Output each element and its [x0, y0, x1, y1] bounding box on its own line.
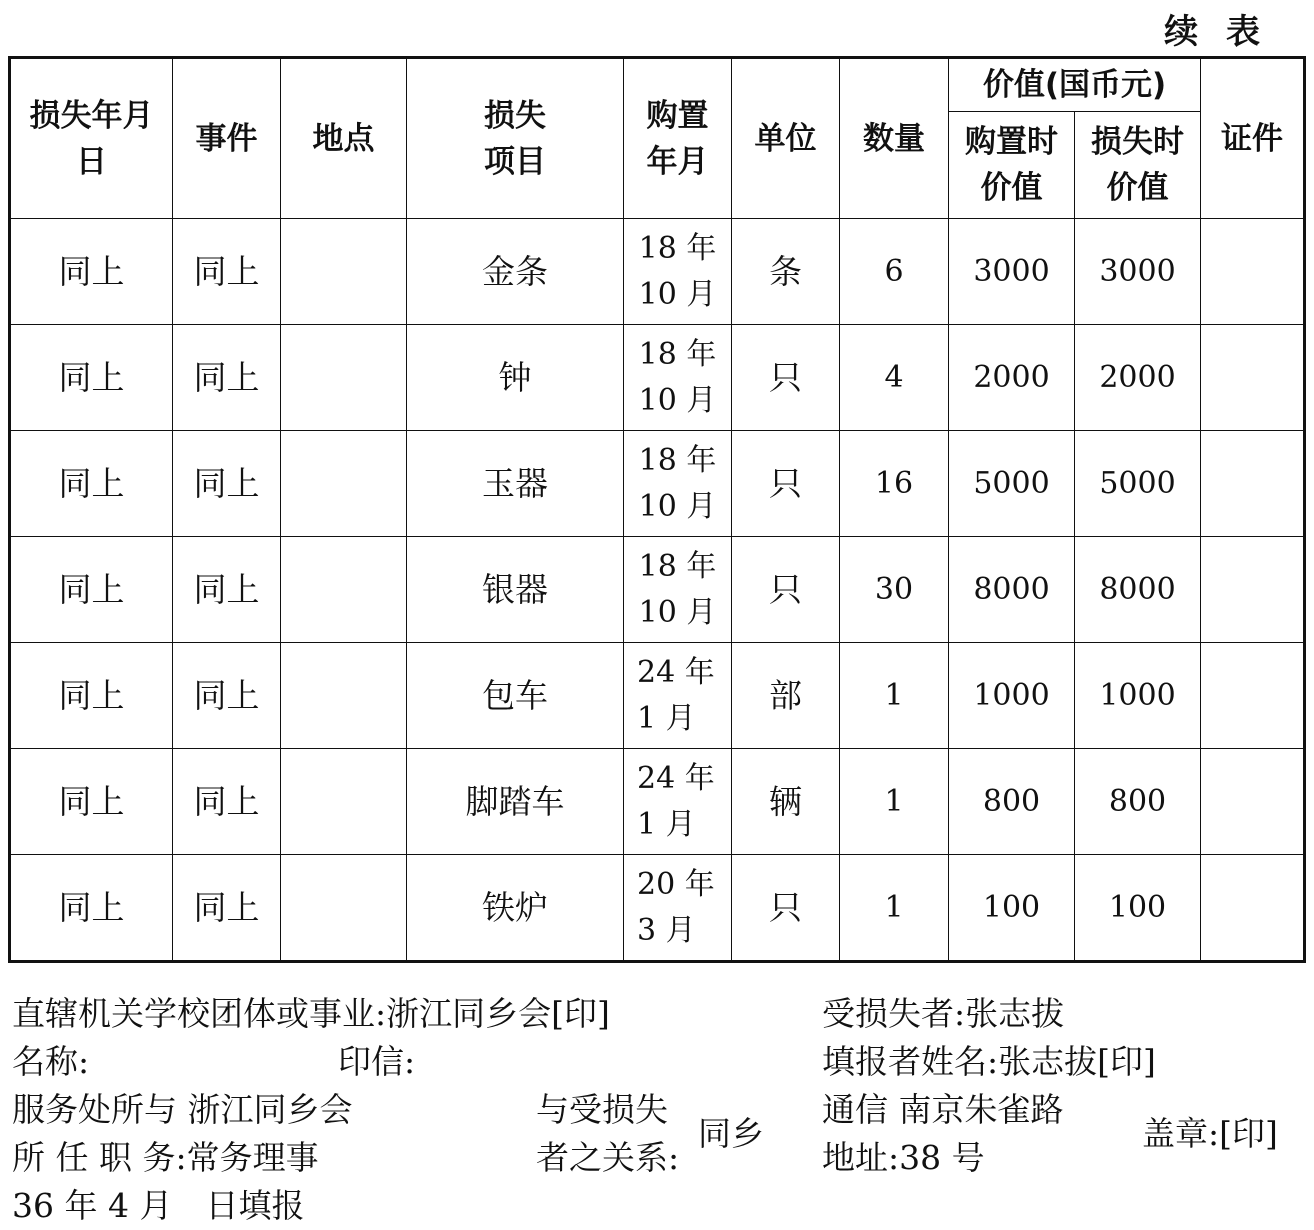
cell-purchase-date-text: 18 年 10 月 — [638, 442, 717, 524]
header-value-at-purchase — [949, 112, 1075, 219]
cell-date: 同上 — [10, 643, 173, 749]
cell-quantity: 1 — [840, 749, 949, 855]
cell-place — [281, 325, 407, 431]
cell-purchase-date — [624, 219, 732, 325]
cell-item: 包车 — [407, 643, 624, 749]
cell-value-at-loss: 800 — [1075, 749, 1201, 855]
cell-event: 同上 — [173, 855, 281, 962]
cell-certificate — [1201, 537, 1305, 643]
cell-value-at-loss: 2000 — [1075, 325, 1201, 431]
cell-purchase-date — [624, 749, 732, 855]
cell-value-at-purchase: 100 — [949, 855, 1075, 962]
cell-quantity: 1 — [840, 855, 949, 962]
cell-value-at-purchase: 800 — [949, 749, 1075, 855]
cell-purchase-date-text: 20 年 3 月 — [637, 866, 715, 948]
header-event: 事件 — [173, 58, 281, 219]
cell-unit: 辆 — [732, 749, 840, 855]
header-date — [10, 58, 173, 219]
footer-relation-line1: 与受损失 — [536, 1090, 668, 1129]
footer-org-line1: 直辖机关学校团体或事业:浙江同乡会[印] — [12, 994, 610, 1033]
header-value-at-loss-text: 损失时价值 — [1091, 124, 1184, 206]
cell-certificate — [1201, 855, 1305, 962]
footer-service-line2: 所 任 职 务:常务理事 — [12, 1138, 319, 1177]
footer-relation-value: 同乡 — [698, 1114, 764, 1153]
cell-purchase-date-text: 24 年 1 月 — [637, 654, 715, 736]
table-row — [10, 749, 1305, 855]
cell-purchase-date — [624, 537, 732, 643]
header-value-group: 价值(国币元) — [949, 58, 1201, 112]
footer-org-line2: 名称: — [12, 1042, 90, 1081]
header-place: 地点 — [281, 58, 407, 219]
cell-purchase-date — [624, 643, 732, 749]
cell-unit: 条 — [732, 219, 840, 325]
table-row — [10, 537, 1305, 643]
cell-event: 同上 — [173, 643, 281, 749]
header-purchase-date-text: 购置年月 — [646, 97, 709, 180]
cell-purchase-date — [624, 325, 732, 431]
footer-relation-line2: 者之关系: — [536, 1138, 680, 1177]
cell-event: 同上 — [173, 537, 281, 643]
header-item-text: 损失项目 — [484, 97, 546, 180]
header-date-text: 损失年月日 — [29, 97, 154, 180]
header-value-at-loss — [1075, 112, 1201, 219]
cell-quantity: 30 — [840, 537, 949, 643]
cell-certificate — [1201, 431, 1305, 537]
cell-date: 同上 — [10, 537, 173, 643]
loss-table — [8, 56, 1306, 963]
header-quantity: 数量 — [840, 58, 949, 219]
footer-stamp: 盖章:[印] — [1142, 1114, 1278, 1153]
cell-certificate — [1201, 325, 1305, 431]
cell-value-at-purchase: 8000 — [949, 537, 1075, 643]
cell-date: 同上 — [10, 749, 173, 855]
footer-address-line2: 地址:38 号 — [822, 1138, 985, 1177]
cell-event: 同上 — [173, 325, 281, 431]
cell-place — [281, 219, 407, 325]
cell-date: 同上 — [10, 855, 173, 962]
cell-unit: 部 — [732, 643, 840, 749]
cell-certificate — [1201, 749, 1305, 855]
cell-unit: 只 — [732, 431, 840, 537]
footer-service-line1: 服务处所与 浙江同乡会 — [12, 1090, 353, 1129]
table-row — [10, 431, 1305, 537]
cell-item: 脚踏车 — [407, 749, 624, 855]
cell-purchase-date-text: 24 年 1 月 — [637, 760, 715, 842]
cell-unit: 只 — [732, 855, 840, 962]
cell-unit: 只 — [732, 325, 840, 431]
cell-unit: 只 — [732, 537, 840, 643]
cell-item: 钟 — [407, 325, 624, 431]
cell-value-at-loss: 5000 — [1075, 431, 1201, 537]
cell-purchase-date — [624, 855, 732, 962]
header-unit: 单位 — [732, 58, 840, 219]
footer-date-line: 36 年 4 月 日填报 — [12, 1186, 305, 1225]
table-row — [10, 855, 1305, 962]
footer-victim: 受损失者:张志拔 — [822, 994, 1065, 1033]
cell-purchase-date-text: 18 年 10 月 — [638, 230, 717, 312]
cell-value-at-purchase: 1000 — [949, 643, 1075, 749]
cell-event: 同上 — [173, 749, 281, 855]
cell-place — [281, 431, 407, 537]
cell-certificate — [1201, 643, 1305, 749]
cell-purchase-date — [624, 431, 732, 537]
cell-place — [281, 749, 407, 855]
cell-item: 银器 — [407, 537, 624, 643]
cell-value-at-purchase: 2000 — [949, 325, 1075, 431]
cell-date: 同上 — [10, 325, 173, 431]
cell-place — [281, 537, 407, 643]
table-row — [10, 325, 1305, 431]
footer-address-line1: 通信 南京朱雀路 — [822, 1090, 1064, 1129]
cell-event: 同上 — [173, 431, 281, 537]
table-row — [10, 643, 1305, 749]
header-value-at-purchase-text: 购置时价值 — [965, 124, 1058, 206]
footer-reporter: 填报者姓名:张志拔[印] — [822, 1042, 1156, 1081]
cell-item: 铁炉 — [407, 855, 624, 962]
cell-item: 玉器 — [407, 431, 624, 537]
cell-value-at-purchase: 5000 — [949, 431, 1075, 537]
table-row — [10, 219, 1305, 325]
cell-quantity: 6 — [840, 219, 949, 325]
cell-purchase-date-text: 18 年 10 月 — [638, 336, 717, 418]
cell-place — [281, 855, 407, 962]
cell-place — [281, 643, 407, 749]
continued-label: 续 表 — [1164, 12, 1268, 52]
header-purchase-date — [624, 58, 732, 219]
cell-value-at-loss: 100 — [1075, 855, 1201, 962]
cell-quantity: 4 — [840, 325, 949, 431]
cell-purchase-date-text: 18 年 10 月 — [638, 548, 717, 630]
cell-certificate — [1201, 219, 1305, 325]
cell-item: 金条 — [407, 219, 624, 325]
cell-date: 同上 — [10, 431, 173, 537]
footer-seal-label: 印信: — [338, 1042, 416, 1081]
cell-value-at-loss: 3000 — [1075, 219, 1201, 325]
cell-value-at-purchase: 3000 — [949, 219, 1075, 325]
cell-quantity: 16 — [840, 431, 949, 537]
cell-value-at-loss: 8000 — [1075, 537, 1201, 643]
cell-event: 同上 — [173, 219, 281, 325]
header-item — [407, 58, 624, 219]
cell-quantity: 1 — [840, 643, 949, 749]
cell-date: 同上 — [10, 219, 173, 325]
header-certificate: 证件 — [1201, 58, 1305, 219]
cell-value-at-loss: 1000 — [1075, 643, 1201, 749]
